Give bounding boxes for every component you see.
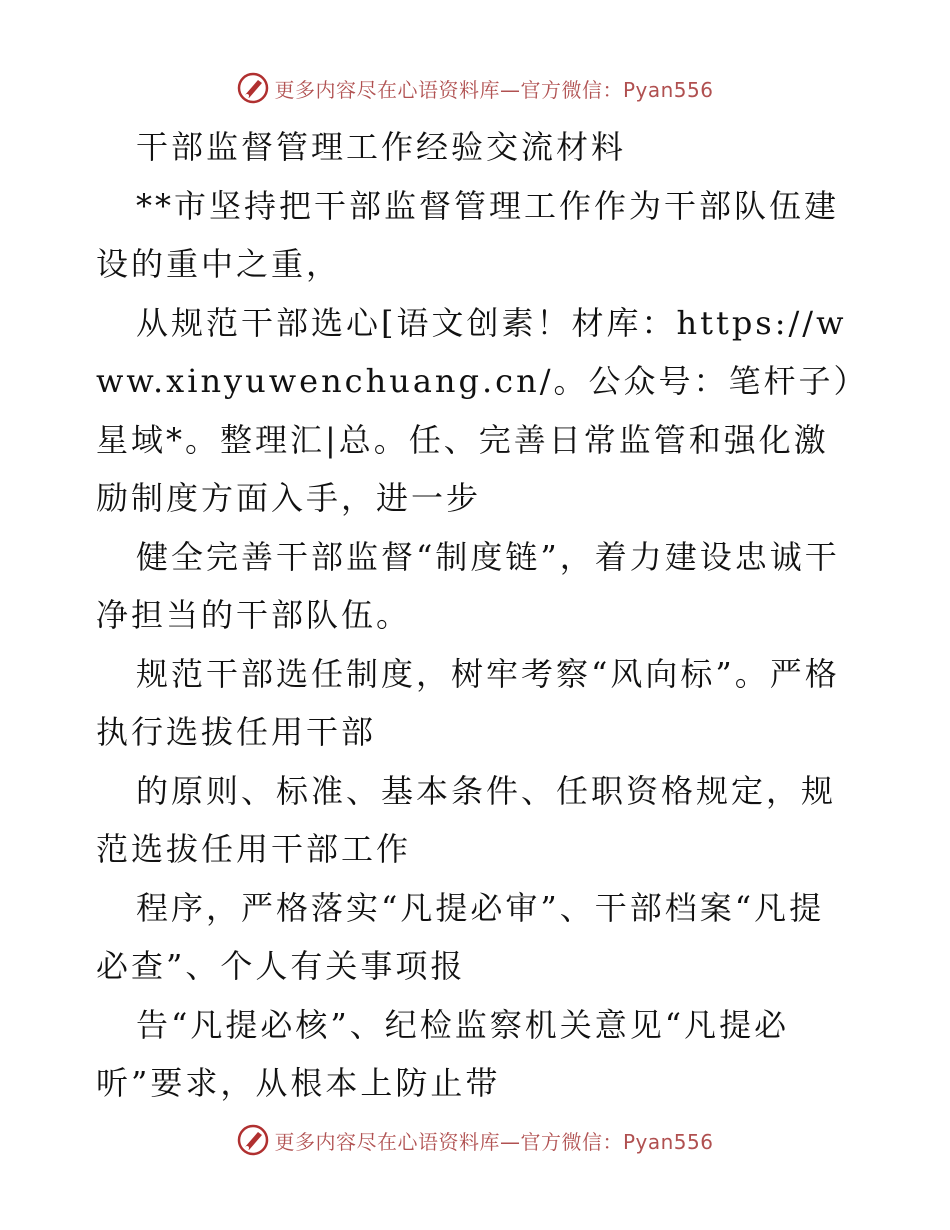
paragraph: 规范干部选任制度，树牢考察“风向标”。严格执行选拔任用干部 xyxy=(96,654,840,751)
watermark-text: 更多内容尽在心语资料库—官方微信：Pyan556 xyxy=(274,1129,714,1154)
header-watermark xyxy=(0,68,950,108)
red-seal-pen-logo-icon xyxy=(236,71,270,105)
red-seal-pen-logo-icon xyxy=(236,1123,270,1157)
paragraph: 从规范干部选心[语文创素！材库：https://www.xinyuwenchuang.cn/。公众号：笔杆子）星域*。整理汇|总。任、完善日常监管和强化激励制度方面入手，进一步 xyxy=(96,303,853,517)
paragraph: 程序，严格落实“凡提必审”、干部档案“凡提必查”、个人有关事项报 xyxy=(96,888,825,985)
paragraph: 的原则、标准、基本条件、任职资格规定，规范选拔任用干部工作 xyxy=(96,771,837,868)
document-body xyxy=(96,118,856,1113)
footer-watermark xyxy=(0,1120,950,1160)
paragraph: 告“凡提必核”、纪检监察机关意见“凡提必听”要求，从根本上防止带 xyxy=(96,1005,790,1102)
watermark-text: 更多内容尽在心语资料库—官方微信：Pyan556 xyxy=(274,77,714,102)
paragraph: 健全完善干部监督“制度链”，着力建设忠诚干净担当的干部队伍。 xyxy=(96,537,840,634)
paragraph: **市坚持把干部监督管理工作作为干部队伍建设的重中之重， xyxy=(96,186,840,283)
document-title: 干部监督管理工作经验交流材料 xyxy=(136,128,627,166)
